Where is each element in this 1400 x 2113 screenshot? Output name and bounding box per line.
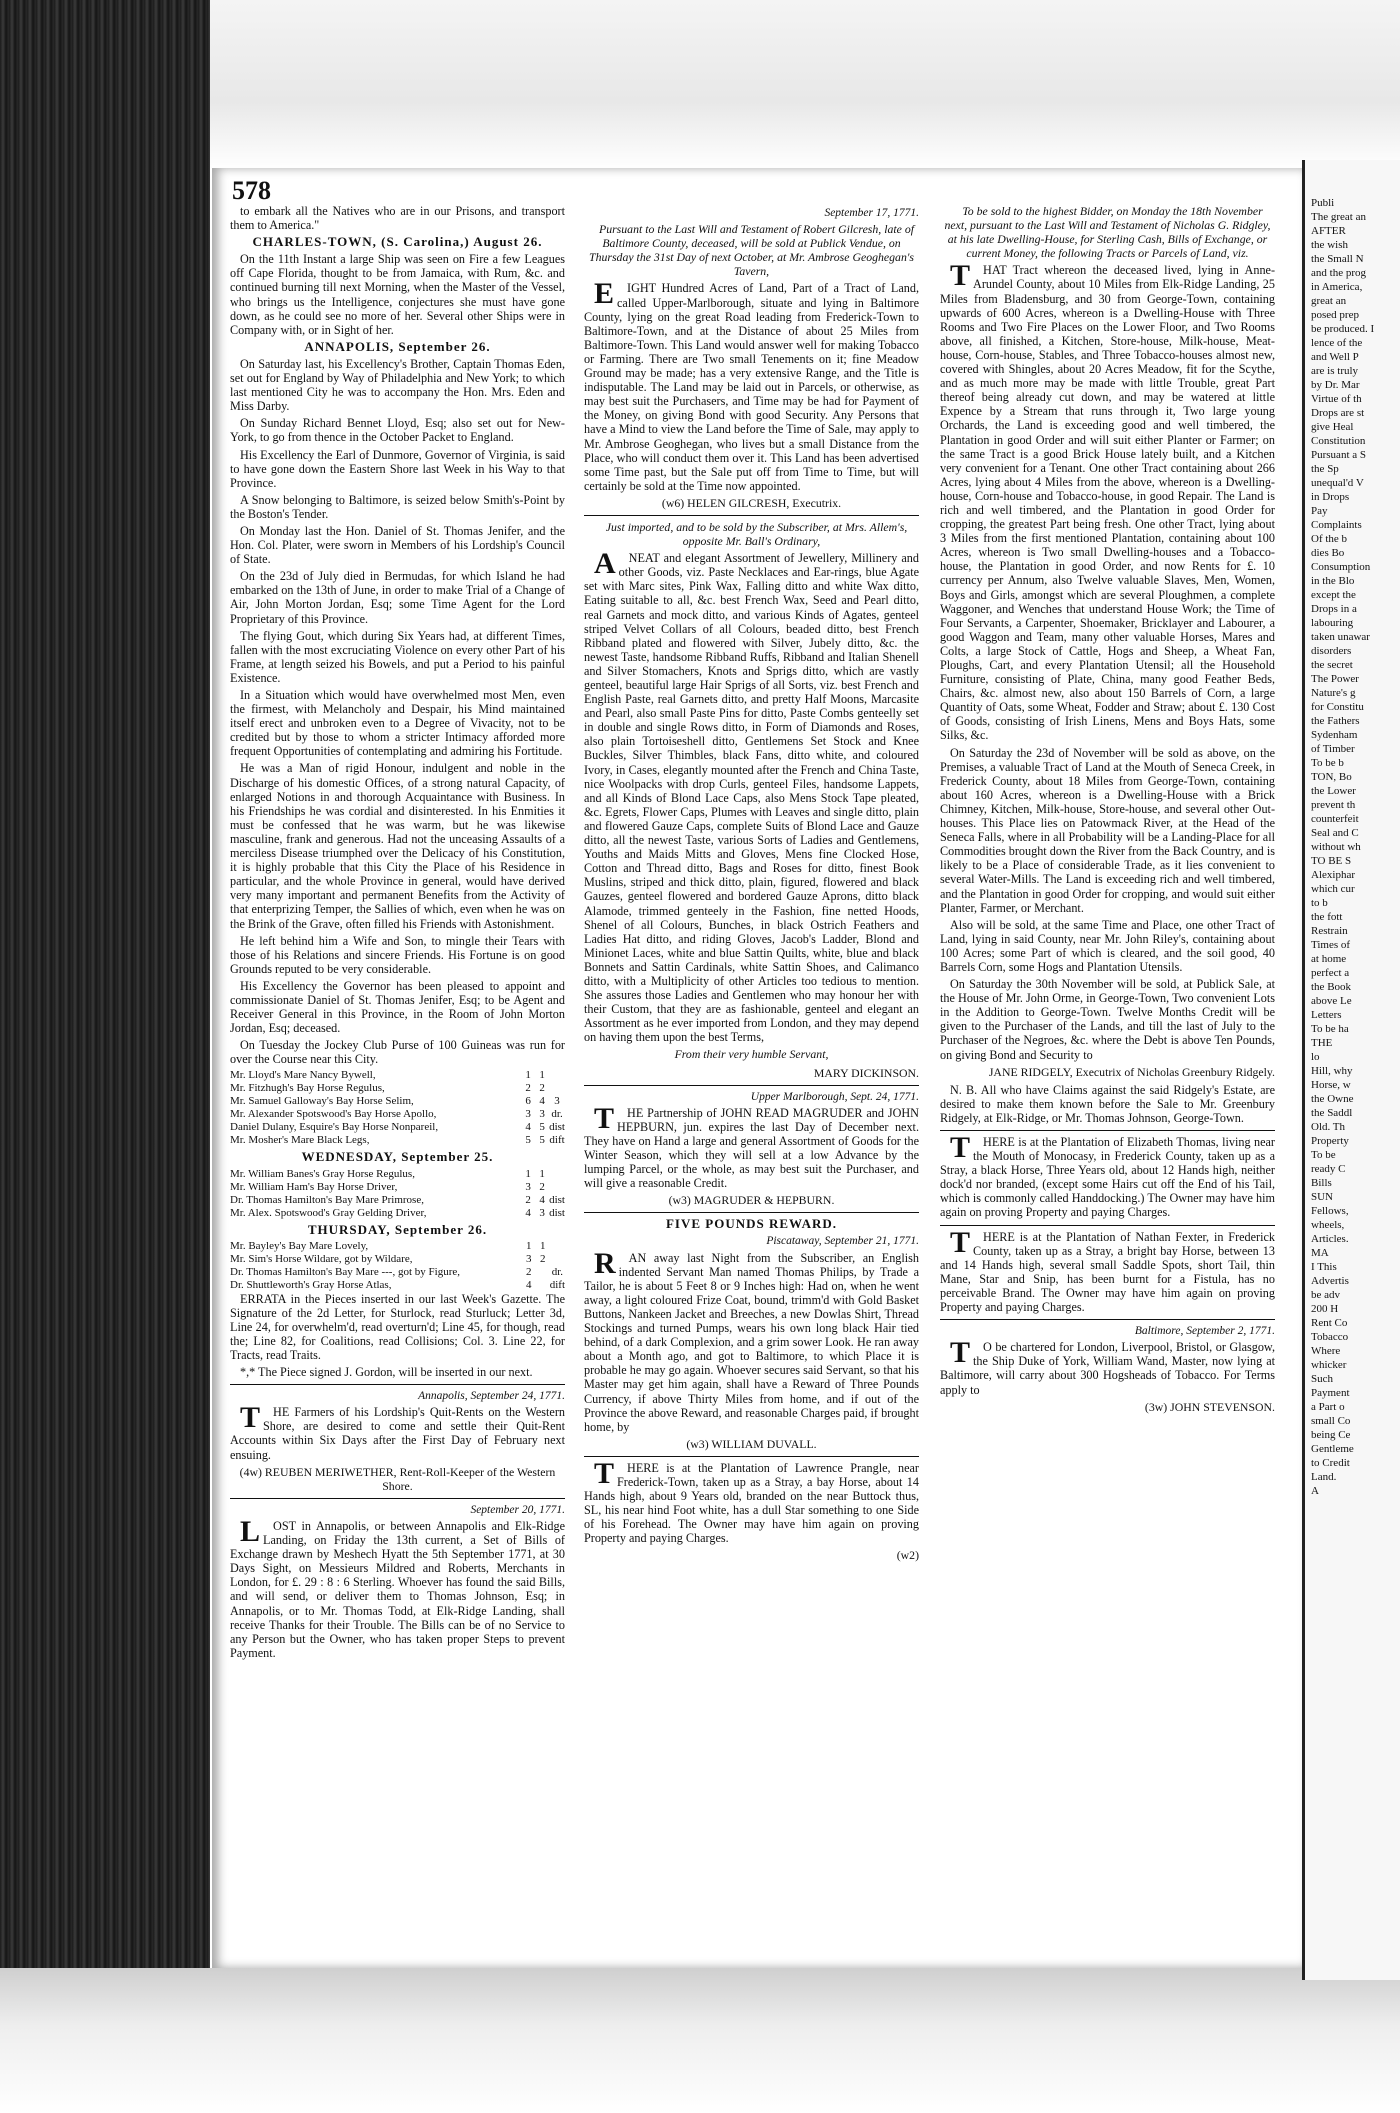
fragment-line: Of the b	[1311, 533, 1348, 545]
fragment-line: the Sp	[1311, 463, 1339, 475]
race-results-tuesday	[230, 1069, 565, 1147]
news-paragraph: On Sunday Richard Bennet Lloyd, Esq; also set out for New-York, to go from thence in the October Packet to England.	[230, 416, 565, 445]
ad-signature: (3w) JOHN STEVENSON.	[1144, 1399, 1275, 1414]
fragment-line: AFTER	[1311, 225, 1346, 237]
fragment-line: Times of	[1311, 939, 1351, 951]
race-row: Mr. Alexander Spotswood's Bay Horse Apollo, 3 3 dr.	[230, 1108, 563, 1121]
ad-closing: From their very humble Servant,	[674, 1047, 829, 1062]
fragment-line: To be	[1311, 1149, 1336, 1161]
fragment-line: perfect a	[1311, 967, 1350, 979]
race-row: Dr. Shuttleworth's Gray Horse Atlas, 4 dift	[230, 1278, 565, 1291]
news-paragraph: He was a Man of rigid Honour, indulgent and noble in the Discharge of his domestic Offices, of a strong natural Capacity, of enlarged Notions in and thorough Acquaintance with Business. In his Friendships he was cordial and disinterested. In his Enmities it must be confessed that he was warm, but he was likewise masculine, frank and generous. Had not the unceasing Assaults of a merciless Disease triumphed over the Delicacy of his Constitution, it is highly probable that this City the Place of his Residence in particular, and the whole Province in general, would have derived very many important and permanent Benefits from the Activity of that enterprizing Temper, the Sallies of which, even when he was on the Brink of the Grave, often filled his Friends with Astonishment.	[230, 761, 565, 931]
fragment-line: Restrain	[1311, 925, 1348, 937]
fragment-line: give Heal	[1311, 421, 1354, 433]
errata-notice: ERRATA in the Pieces inserted in our last Week's Gazette. The Signature of the 2d Letter, for Sturlock, read Sturluck; Letter 3d, Line 24, for overwhelm'd, read overturn'd; Line 45, for though, read the; Line 82, for Coalitions, read Collisions; Col. 3. Line 22, for Tracts, read Traits.	[230, 1291, 565, 1362]
divider	[230, 1384, 565, 1385]
estate-sale-paragraph: Also will be sold, at the same Time and Place, one other Tract of Land, lying in said County, near Mr. John Riley's, containing about 100 Acres; some Part of which is cleared, and the soil good, 40 Barrels Corn, some Hogs and Plantation Utensils.	[940, 917, 1275, 974]
fragment-line: in the Blo	[1311, 575, 1355, 587]
fragment-line: small Co	[1311, 1415, 1351, 1427]
fragment-line: lo	[1311, 1051, 1320, 1063]
fragment-line: in Drops	[1311, 491, 1350, 503]
race-row: Mr. Bayley's Bay Mare Lovely, 1 1	[230, 1239, 546, 1252]
fragment-line: the Owne	[1311, 1093, 1354, 1105]
partnership-ad: THE Partnership of JOHN READ MAGRUDER and JOHN HEPBURN, jun. expires the last Day of December next. They have on Hand a large and general Assortment of Goods for the Winter Season, which they will sell at a low Advance by the lumping Parcel, or the whole, as may best suit the Purchaser, and will give a reasonable Credit.	[584, 1101, 919, 1191]
news-paragraph: In a Situation which would have overwhelmed most Men, even the firmest, with Melancholy and Despair, his Mind maintained itself erect and unbroken even to a Degree of Vivacity, not to be credited but by those to whom a stricter Intimacy afforded more frequent Opportunities of contemplating and admiring his Fortitude.	[230, 688, 565, 759]
ad-dateline: Upper Marlborough, Sept. 24, 1771.	[750, 1090, 919, 1103]
news-paragraph: His Excellency the Governor has been pleased to appoint and commissionate Daniel of St. Thomas Jenifer, Esq; to be Agent and Receiver General in this Province, in the Room of John Morton Jordan, Esq; deceased.	[230, 978, 565, 1036]
lost-bills-ad: LOST in Annapolis, or between Annapolis and Elk-Ridge Landing, on Friday the 13th current, a Set of Bills of Exchange drawn by Meshech Hyatt the 5th September 1771, at 30 Days Sight, on Messieurs Mildred and Roberts, Merchants in London, for £. 29 : 8 : 6 Sterling. Whoever has found the said Bills, and will send, or deliver them to Thomas Johnson, Esq; in Annapolis, or to Mr. Thomas Todd, at Elk-Ridge Landing, shall receive Thanks for their Trouble. The Bills can be of no Service to any Person but the Owner, who has taken proper Steps to prevent Payment.	[230, 1514, 565, 1660]
divider	[940, 1225, 1275, 1226]
race-row: Dr. Thomas Hamilton's Bay Mare ---, got by Figure, 2 dr.	[230, 1265, 564, 1278]
fragment-line: Alexiphar	[1311, 869, 1355, 881]
fragment-line: Payment	[1311, 1387, 1350, 1399]
fragment-line: in America,	[1311, 281, 1363, 293]
wednesday-heading: WEDNESDAY, September 25.	[301, 1149, 494, 1165]
fragment-line: be produced. I	[1311, 323, 1375, 335]
page-number: 578	[232, 176, 271, 205]
news-paragraph: On the 23d of July died in Bermudas, for which Island he had embarked on the 13th of June, in order to make Trial of a Change of Air, John Morton Jordan, Esq; some Time Agent for the Lord Proprietary of this Province.	[230, 569, 565, 626]
fragment-line: Horse, w	[1311, 1079, 1351, 1091]
fragment-line: Seal and C	[1311, 827, 1359, 839]
fragment-line: Rent Co	[1311, 1317, 1348, 1329]
fragment-line: of Timber	[1311, 743, 1355, 755]
fragment-line: Drops are st	[1311, 407, 1365, 419]
fragment-line: Virtue of th	[1311, 393, 1362, 405]
fragment-line: Property	[1311, 1135, 1349, 1147]
newspaper-page	[212, 168, 1302, 1968]
divider	[584, 1456, 919, 1457]
fragment-line: Hill, why	[1311, 1065, 1353, 1077]
fragment-line: ready C	[1311, 1163, 1346, 1175]
ad-signature: (w6) HELEN GILCRESH, Executrix.	[661, 495, 842, 510]
charlestown-text: On the 11th Instant a large Ship was seen on Fire a few Leagues off Cape Florida, thought to be from Jamaica, with Rum, &c. and continued burning till next Morning, when the Master of the Vessel, who brings us the Intelligence, conjectures she must have gone down, as he could see no more of her. Several other Ships were in Company with, or in Sight of her.	[230, 252, 565, 337]
jewellery-intro: Just imported, and to be sold by the Subscriber, at Mrs. Allem's, opposite Mr. Ball's Ordinary,	[605, 519, 908, 549]
book-spine-edge	[0, 0, 210, 2113]
column-2	[584, 204, 919, 1567]
race-row: Mr. Sim's Horse Wildare, got by Wildare, 3 2	[230, 1252, 546, 1265]
race-row: Daniel Dulany, Esquire's Bay Horse Nonpareil, 4 5 dist	[230, 1121, 565, 1134]
ad-dateline: Piscataway, September 21, 1771.	[766, 1235, 919, 1248]
fragment-line: counterfeit	[1311, 813, 1359, 825]
fragment-line: TON, Bo	[1311, 771, 1352, 783]
annapolis-heading: ANNAPOLIS, September 26.	[304, 338, 491, 354]
quit-rent-ad: THE Farmers of his Lordship's Quit-Rents on the Western Shore, are desired to come and settle their Quit-Rent Accounts within Six Days after the First Day of February next ensuing.	[230, 1401, 565, 1462]
fragment-line: Where	[1311, 1345, 1341, 1357]
ad-dateline: September 17, 1771.	[824, 207, 919, 219]
race-row: Dr. Thomas Hamilton's Bay Mare Primrose, 2 4 dist	[230, 1193, 565, 1206]
column-1	[230, 204, 565, 1663]
divider	[584, 1085, 919, 1086]
race-row: Mr. Fitzhugh's Bay Horse Regulus, 2 2	[230, 1082, 545, 1095]
fragment-line: to Credit	[1311, 1457, 1350, 1469]
fragment-line: being Ce	[1311, 1429, 1351, 1441]
fragment-line: the Lower	[1311, 785, 1356, 797]
fragment-line: The great an	[1311, 211, 1366, 223]
fragment-line: Tobacco	[1311, 1331, 1349, 1343]
fragment-line: disorders	[1311, 645, 1352, 657]
next-page-edge	[1302, 160, 1400, 1980]
fragment-line: except the	[1311, 589, 1356, 601]
ad-dateline: Baltimore, September 2, 1771.	[1134, 1325, 1275, 1338]
ad-signature: (w2)	[896, 1548, 919, 1563]
fragment-line: 200 H	[1311, 1303, 1339, 1315]
news-paragraph: His Excellency the Earl of Dunmore, Governor of Virginia, is said to have gone down the Eastern Shore last Week in his Way to that Province.	[230, 447, 565, 490]
news-paragraph: The flying Gout, which during Six Years had, at different Times, fallen with the most excruciating Violence on every other Part of his Frame, at length seized his Bowels, and put a Period to his painful Existence.	[230, 628, 565, 685]
fragment-line: Such	[1311, 1373, 1333, 1385]
gordon-notice: *,* The Piece signed J. Gordon, will be inserted in our next.	[240, 1365, 533, 1380]
fragment-line: and Well P	[1311, 351, 1359, 363]
ad-signature: JANE RIDGELY, Executrix of Nicholas Greenbury Ridgely.	[988, 1064, 1275, 1079]
fragment-line: dies Bo	[1311, 547, 1345, 559]
jewellery-ad: ANEAT and elegant Assortment of Jewellery, Millinery and other Goods, viz. Paste Necklaces and Ear-rings, blue Agate set with Marc sites, Pink Wax, Falling ditto and white Wax ditto, Eating suitable to all, &c. best French Wax, Seed and Pearl ditto, real Garnets and mock ditto, and various Kinds of Agates, genteel striped Velvet Collars of all Colours, beaded ditto, best French Ribband plated and flowered with Silver, Jubely ditto, &c. the newest Taste, handsome Ribband Ruffs, Ribband and Italian Shenell and Silver Stomachers, Knots and Sprigs ditto, which are vastly genteel, beautiful large Hair Sprigs of all Sorts, viz. best French and English Paste, real Garnets ditto, and pretty Half Moons, Marcasite and Pearl, also small Paste Pins for ditto, Paste Combs genteelly set in double and single Rows ditto, in Form of Diamonds and Roses, also plain Tortoiseshell ditto, Gentlemens Set Stock and Knee Buckles, Silver Thimbles, black Fans, ditto white, and coloured Ivory, in Cases, elegantly mounted after the French and China Taste, nice Woolpacks with drop Curls, genteel Files, handsome Lappets, and all Kinds of Blond Lace Caps, also Mens Stock Tape pleated, &c. Egrets, Flower Caps, Plumes with Leaves and single ditto, plain and flowered Gauze Caps, complete Suits of Blond Lace and Gauze ditto, all the newest Taste, various Sorts of Ladies and Gentlemens, Youths and Maids Mitts and Gloves, Mens fine Clocked Hose, Cotton and Thread ditto, Bags and Roses for ditto, finest Book Muslins, striped and thick ditto, plain, figured, flowered and black Gauzes, genteel flowered and bordered Gauze Aprons, ditto black Alamode, trimmed genteely in the Fashion, fine netted Hoods, Shenel of all Colours, Bunches, in black Ostrich Feathers and Ladies Hat ditto, and riding Gloves, Jacob's Ladder, Blond and Minionet Laces, white and blue Sattin Quilts, white, blue and black Bonnets and Sattin Cardinals, white Sattin Shoes, and Calimanco ditto, with a Multiplicity of other Articles too tedious to mention. She assures those Ladies and Gentlemen who may honour her with their Custom, that they are as fashionable, genteel and elegant an Assortment as he ever imported from London, and they may depend on having them upon the best Terms,	[584, 547, 919, 1045]
fragment-line: Nature's g	[1311, 687, 1356, 699]
race-row: Mr. William Banes's Gray Horse Regulus, 1 1	[230, 1167, 545, 1180]
fragment-line: MA	[1311, 1247, 1329, 1259]
race-row: Mr. Lloyd's Mare Nancy Bywell, 1 1	[230, 1069, 545, 1082]
fragment-line: Constitution	[1311, 435, 1366, 447]
page-top-shadow	[0, 0, 1400, 170]
fragment-line: great an	[1311, 295, 1347, 307]
fragment-line: Advertis	[1311, 1275, 1349, 1287]
news-paragraph: On Saturday last, his Excellency's Brother, Captain Thomas Eden, set out for England by Way of Philadelphia and New York; to which last mentioned City he was to accompany the Hon. Mrs. Eden and Miss Darby.	[230, 356, 565, 414]
fragment-line: A	[1311, 1485, 1319, 1497]
estate-sale-note: N. B. All who have Claims against the said Ridgely's Estate, are desired to make them known before the Sale to Mr. Greenbury Ridgely, at Elk-Ridge, or Mr. Thomas Johnson, George-Town.	[940, 1082, 1275, 1125]
ad-signature: (w3) MAGRUDER & HEPBURN.	[668, 1193, 835, 1208]
fragment-line: the wish	[1311, 239, 1348, 251]
ad-signature: (w3) WILLIAM DUVALL.	[686, 1436, 817, 1451]
next-page-fragment	[1311, 196, 1400, 1498]
fragment-line: the Fathers	[1311, 715, 1360, 727]
divider	[940, 1319, 1275, 1320]
fragment-line: Publi	[1311, 197, 1335, 209]
news-paragraph: A Snow belonging to Baltimore, is seized below Smith's-Point by the Boston's Tender.	[230, 492, 565, 521]
fragment-line: the fott	[1311, 911, 1343, 923]
fragment-line: The Power	[1311, 673, 1359, 685]
ad-signature: (4w) REUBEN MERIWETHER, Rent-Roll-Keeper of the Western Shore.	[239, 1464, 556, 1493]
estate-sale-intro: To be sold to the highest Bidder, on Monday the 18th November next, pursuant to the Last Will and Testament of Nicholas G. Ridgley, at his late Dwelling-House, for Sterling Cash, Bills of Exchange, or current Money, the following Tracts or Parcels of Land, viz.	[944, 204, 1271, 261]
reward-heading: FIVE POUNDS REWARD.	[665, 1216, 838, 1232]
estate-sale-paragraph: On Saturday the 23d of November will be sold as above, on the Premises, a valuable Tract of Land at the Mouth of Seneca Creek, in Frederick County, about 18 Miles from George-Town, containing about 160 Acres, whereon is a Dwelling-House with a Brick Chimney, Kitchen, Milk-house, Store-house, and several other Out-houses. This Place lies on Patowmack River, at the Head of the Seneca Falls, where in all Probability will be a Landing-Place for all Commodities brought down the River from the Back Country, and is likely to be a Place of considerable Trade, as it lies convenient to several Water-Mills. The Land is exceeding rich and well timbered, and the Plantation in good Order for cropping, and would suit either Planter, Farmer, or Merchant.	[940, 745, 1275, 915]
stray-horse-ad: THERE is at the Plantation of Nathan Fexter, in Frederick County, taken up as a Stray, a bright bay Horse, between 13 and 14 Hands high, several small Saddle Spots, short Tail, thin Mane, Star and Snip, has been burnt for a Fistula, has no perceivable Brand. The Owner may have him again on proving Property and paying Charges.	[940, 1225, 1275, 1315]
fragment-line: Old. Th	[1311, 1121, 1346, 1133]
race-row: Mr. Mosher's Mare Black Legs, 5 5 dift	[230, 1134, 565, 1147]
intro-text: to embark all the Natives who are in our Prisons, and transport them to America."	[230, 204, 565, 233]
fragment-line: the Small N	[1311, 253, 1364, 265]
fragment-line: by Dr. Mar	[1311, 379, 1360, 391]
fragment-line: taken unawar	[1311, 631, 1370, 643]
fragment-line: a Part o	[1311, 1401, 1345, 1413]
ad-signature: MARY DICKINSON.	[813, 1065, 919, 1080]
ad-dateline: Annapolis, September 24, 1771.	[418, 1390, 565, 1403]
stray-horse-ad: THERE is at the Plantation of Lawrence Prangle, near Frederick-Town, taken up as a Stray, a bay Horse, about 14 Hands high, about 9 Years old, branded on the near Buttock thus, SL, his near hind Foot white, has a dull Star something to one Side of his Forehead. The Owner may have him again on proving Property and paying Charges.	[584, 1456, 919, 1546]
page-bottom-margin	[0, 1968, 1400, 2113]
divider	[584, 1212, 919, 1213]
charlestown-heading: CHARLES-TOWN, (S. Carolina,) August 26.	[252, 234, 543, 250]
race-row: Mr. Alex. Spotswood's Gray Gelding Driver, 4 3 dist	[230, 1206, 565, 1219]
fragment-line: to b	[1311, 897, 1328, 909]
fragment-line: the Saddl	[1311, 1107, 1353, 1119]
news-paragraph: On Monday last the Hon. Daniel of St. Thomas Jenifer, and the Hon. Col. Plater, were sworn in Members of his Lordship's Council of State.	[230, 523, 565, 567]
fragment-line: THE	[1311, 1037, 1333, 1049]
fragment-line: SUN	[1311, 1191, 1334, 1203]
fragment-line: are is truly	[1311, 365, 1359, 377]
fragment-line: for Constitu	[1311, 701, 1364, 713]
fragment-line: Pursuant a S	[1311, 449, 1366, 461]
stray-horse-ad: THERE is at the Plantation of Elizabeth Thomas, living near the Mouth of Monocasy, in Frederick County, taken up as a Stray, a black Horse, Three Years old, about 12 Hands high, neither dock'd nor branded, (except some Hairs cut off the End of his Tail, which is commonly called Handdocking.) The Owner may have him again on proving Property and paying Charges.	[940, 1131, 1275, 1220]
fragment-line: Articles.	[1311, 1233, 1349, 1245]
fragment-line: labouring	[1311, 617, 1354, 629]
estate-sale-paragraph: On Saturday the 30th November will be sold, at Publick Sale, at the House of Mr. John Orme, in George-Town, Two convenient Lots in the Addition to George-Town. Twelve Months Credit will be given to the Purchaser of the Lands, and till the last of July to the Purchaser of the Negroes, &c. where the Debt is above Ten Pounds, on giving Bond and Security to	[940, 977, 1275, 1062]
fragment-line: lence of the	[1311, 337, 1363, 349]
fragment-line: be adv	[1311, 1289, 1341, 1301]
fragment-line: the secret	[1311, 659, 1353, 671]
fragment-line: wheels,	[1311, 1219, 1345, 1231]
fragment-line: whicker	[1311, 1359, 1347, 1371]
fragment-line: Sydenham	[1311, 729, 1358, 741]
divider	[230, 1498, 565, 1499]
fragment-line: TO BE S	[1311, 855, 1352, 867]
news-paragraph: He left behind him a Wife and Son, to mingle their Tears with those of his Relations and sincere Friends. His Fortune is on good Grounds reputed to be very considerable.	[230, 933, 565, 976]
fragment-line: To be b	[1311, 757, 1344, 769]
fragment-line: Bills	[1311, 1177, 1332, 1189]
fragment-line: which cur	[1311, 883, 1355, 895]
fragment-line: unequal'd V	[1311, 477, 1364, 489]
runaway-servant-ad: RAN away last Night from the Subscriber, an English indented Servant Man named Thomas Philips, by Trade a Tailor, he is about 5 Feet 8 or 9 Inches high: Had on, when he went away, a light coloured Frize Coat, bound, trimm'd with Gold Basket Buttons, Nankeen Jacket and Breeches, a new Dowlas Shirt, Thread Stockings and turned Pumps, wears his own long black Hair tied behind, of a dark Complexion, and a grim sower Look. He ran away about a Month ago, and got to Baltimore, to which Place it is probable he may go again. Whoever secures said Servant, so that his Master may get him again, shall have a Reward of Three Pounds Currency, if above Thirty Miles from home, and if out of the Province the above Reward, and reasonable Charges paid, if brought home, by	[584, 1246, 919, 1434]
land-sale-intro: Pursuant to the Last Will and Testament of Robert Gilcresh, late of Baltimore County, deceased, will be sold at Publick Vendue, on Thursday the 31st Day of next October, at Mr. Ambrose Geoghegan's Tavern,	[589, 222, 915, 279]
ad-dateline: September 20, 1771.	[470, 1503, 565, 1516]
fragment-line: Consumption	[1311, 561, 1371, 573]
fragment-line: Drops in a	[1311, 603, 1357, 615]
fragment-line: the Book	[1311, 981, 1352, 993]
race-results-wednesday	[230, 1168, 565, 1220]
fragment-line: Land.	[1311, 1471, 1337, 1483]
thursday-heading: THURSDAY, September 26.	[307, 1221, 488, 1237]
fragment-line: prevent th	[1311, 799, 1356, 811]
race-row: Mr. William Ham's Bay Horse Driver, 3 2	[230, 1180, 545, 1193]
race-results-thursday	[230, 1240, 565, 1292]
column-3	[940, 204, 1275, 1418]
fragment-line: without wh	[1311, 841, 1361, 853]
fragment-line: above Le	[1311, 995, 1352, 1007]
fragment-line: at home	[1311, 953, 1347, 965]
fragment-line: Pay	[1311, 505, 1328, 517]
fragment-line: To be ha	[1311, 1023, 1349, 1035]
land-sale-ad: EIGHT Hundred Acres of Land, Part of a Tract of Land, called Upper-Marlborough, situate and lying in Baltimore County, lying on the great Road leading from Frederick-Town to Baltimore-Town, and at the Distance of about 25 Miles from Baltimore-Town. This Land would answer well for making Tobacco or Farming. There are Two small Tenements on it; fine Meadow Ground may be made; has a very extensive Range, and the Title is indisputable. The Land may be laid out in Parcels, or otherwise, as may best suit the Purchasers, and Time may be had for Payment of the Money, on giving Bond with good Security. Any Persons that have a Mind to view the Land before the Time of Sale, may apply to Mr. Ambrose Geoghegan, who lives but a small Distance from the Place, who will conduct them over it. This Land has been advertised some Time past, but the Sale put off from Time to Time, but will certainly be sold at the Time now appointed.	[584, 277, 919, 493]
estate-sale-ad: THAT Tract whereon the deceased lived, lying in Anne-Arundel County, about 10 Miles from Elk-Ridge Landing, 25 Miles from Bladensburg, and 30 from George-Town, containing upwards of 600 Acres, whereon is a Dwelling-House with Three Rooms and Two Fire Places on the Lower Floor, and Two Rooms above, all finished, a Kitchen, Store-house, Milk-house, Meat-house, Corn-house, Stables, and Three Tobacco-houses almost new, covered with Shingles, about 20 Acres Meadow, fit for the Scythe, and as much more may be made with little Trouble, great Part thereof being already cut down, and may be watered at little Expence by a Stream that runs through it, Two large young Orchards, the Land is exceeding good and well timbered, the Plantation in good Order and will suit either Planter or Farmer; on the same Tract is a good Brick House lately built, and a Kitchen very convenient for a Tenant. One other Tract containing about 266 Acres, lying about 4 Miles from the above, whereon is a Dwelling-house, Corn-house and Tobacco-house, in good Repair. The Land is rich and well timbered, and the Plantation in good Order for cropping, the greatest Part being fresh. One other Tract, lying about 3 Miles from the first mentioned Plantation, containing about 100 Acres, whereon is Two small Dwelling-houses and a Tobacco-house, the Plantation in good Order, and now Rents for £. 10 currency per Annum, also Twelve valuable Slaves, Men, Women, Boys and Girls, amongst which are several Ploughmen, a complete Waggoner, and Wenches that understand House Work; the Time of Four Servants, a Carpenter, Shoemaker, Bricklayer and Labourer, a good Waggon and Team, many other valuable Horses, Mares and Colts, a large Stock of Cattle, Hogs and Sheep, a Wheat Fan, Ploughs, Cart, and every Plantation Utensil; all the Household Furniture, consisting of Plate, China, many good Feather Beds, Chairs, &c. almost new, also about 150 Barrels of Corn, a large Quantity of Oats, some Wheat, Fodder and Straw; about £. 130 Cost of Goods, consisting of Irish Linens, Mens and Boys Hats, some Silks, &c.	[940, 259, 1275, 743]
divider	[940, 1130, 1275, 1131]
fragment-line: Gentleme	[1311, 1443, 1354, 1455]
race-row: Mr. Samuel Galloway's Bay Horse Selim, 6 4 3	[230, 1095, 560, 1108]
fragment-line: Complaints	[1311, 519, 1362, 531]
fragment-line: Letters	[1311, 1009, 1342, 1021]
ship-charter-ad: TO be chartered for London, Liverpool, Bristol, or Glasgow, the Ship Duke of York, William Wand, Master, now lying at Baltimore, will carry about 300 Hogsheads of Tobacco. For Terms apply to	[940, 1336, 1275, 1397]
fragment-line: and the prog	[1311, 267, 1366, 279]
fragment-line: Fellows,	[1311, 1205, 1349, 1217]
fragment-line: I This	[1311, 1261, 1337, 1273]
news-paragraph: On Tuesday the Jockey Club Purse of 100 Guineas was run for over the Course near this City.	[230, 1038, 565, 1067]
fragment-line: posed prep	[1311, 309, 1359, 321]
divider	[584, 515, 919, 516]
